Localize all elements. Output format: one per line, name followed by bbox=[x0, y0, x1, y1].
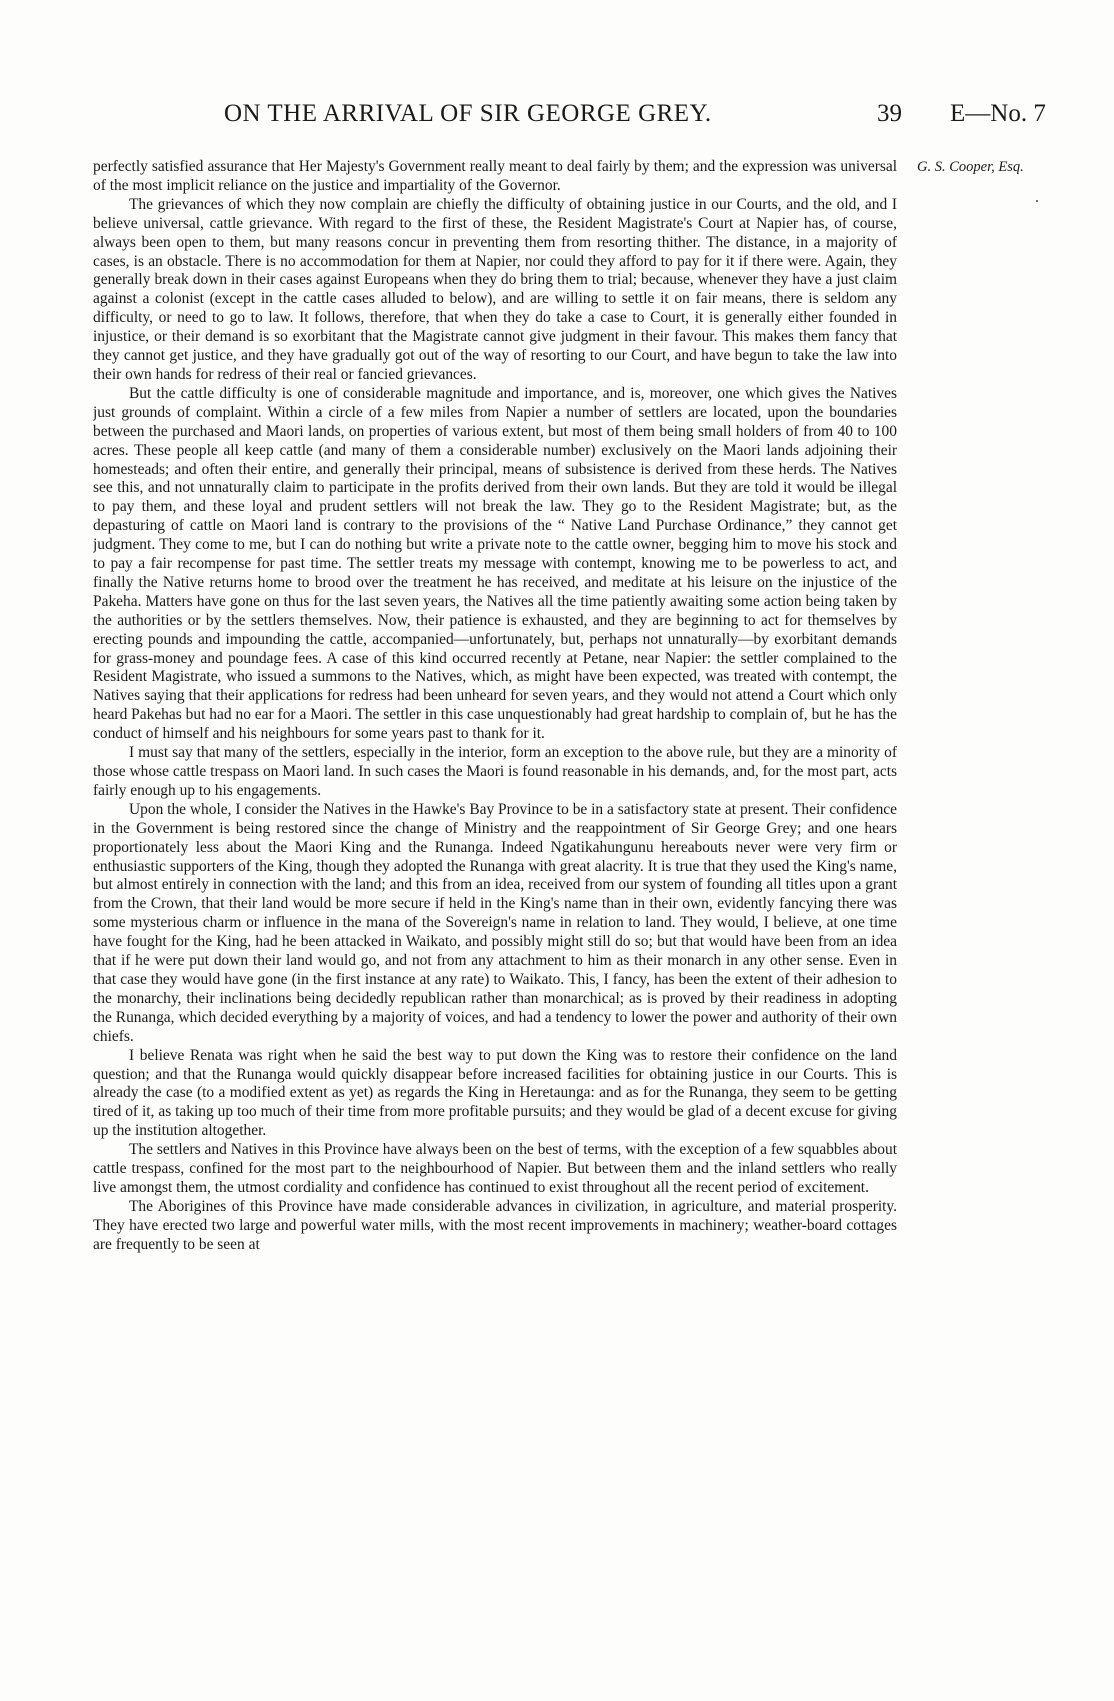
body-text bbox=[93, 158, 897, 1618]
paragraph: But the cattle difficulty is one of considerable magnitude and importance, and is, moreover, one which gives the Natives just grounds of complaint. Within a circle of a few miles from Napier a number of settlers are located, upon the boundaries between the purchased and Maori lands, on properties of various extent, but most of them being small holders of from 40 to 100 acres. These people all keep cattle (and many of them a considerable number) exclusively on the Maori lands adjoining their homesteads; and often their entire, and generally their principal, means of subsistence is derived from these herds. The Natives see this, and not unnaturally claim to participate in the profits derived from their own lands. But they are told it would be illegal to pay them, and these loyal and prudent settlers will not break the law. They go to the Resident Magistrate; but, as the depasturing of cattle on Maori land is contrary to the provisions of the “ Native Land Purchase Ordinance,” they cannot get judgment. They come to me, but I can do nothing but write a private note to the cattle owner, begging him to move his stock and to pay a fair recompense for past time. The settler treats my message with contempt, knowing me to be powerless to act, and finally the Native returns home to brood over the treatment he has received, and meditate at his leisure on the injustice of the Pakeha. Matters have gone on thus for the last seven years, the Natives all the time patiently awaiting some action being taken by the authorities or by the settlers themselves. Now, their patience is exhausted, and they are beginning to act for themselves by erecting pounds and impounding the cattle, accompanied—unfortunately, but, perhaps not unnaturally—by exorbitant demands for grass-money and poundage fees. A case of this kind occurred recently at Petane, near Napier: the settler complained to the Resident Magistrate, who issued a summons to the Natives, which, as might have been expected, was treated with contempt, the Natives saying that their applications for redress had been unheard for seven years, and they would not attend a Court which only heard Pakehas but had no ear for a Maori. The settler in this case unquestionably had great hardship to complain of, but he has the conduct of himself and his neighbours for some years past to thank for it. bbox=[93, 384, 897, 743]
running-title: ON THE ARRIVAL OF SIR GEORGE GREY. bbox=[224, 100, 712, 127]
paragraph: The settlers and Natives in this Province have always been on the best of terms, with the exception of a few squabbles about cattle trespass, confined for the most part to the neighbourhood of Napier. But between them and the inland settlers who really live amongst them, the utmost cordiality and confidence has continued to exist throughout all the recent period of excitement. bbox=[93, 1141, 897, 1196]
paragraph: Upon the whole, I consider the Natives in the Hawke's Bay Province to be in a satisfactory state at present. Their confidence in the Government is being restored since the change of Ministry and the reappointment of Sir George Grey; and one hears proportionately less about the Maori King and the Runanga. Indeed Ngatikahungunu hereabouts never were very firm or enthusiastic supporters of the King, though they adopted the Runanga with great alacrity. It is true that they used the King's name, but almost entirely in connection with the land; and this from an idea, received from our system of founding all titles upon a grant from the Crown, that their land would be more secure if held in the King's name than in their own, evidently fancying there was some mysterious charm or influence in the mana of the Sovereign's name in relation to land. They would, I believe, at one time have fought for the King, had he been attacked in Waikato, and possibly might still do so; but that would have been from an idea that if he were put down their land would go, and not from any attachment to him as their monarch in any other sense. Even in that case they would have gone (in the first instance at any rate) to Waikato. This, I fancy, has been the extent of their adhesion to the monarchy, their inclinations being decidedly republican rather than monarchical; as is proved by their readiness in adopting the Runanga, which decided everything by a majority of voices, and had a tendency to lower the power and authority of their own chiefs. bbox=[93, 800, 897, 1045]
margin-mark bbox=[1036, 200, 1038, 202]
paragraph: The Aborigines of this Province have made considerable advances in civilization, in agriculture, and material prosperity. They have erected two large and powerful water mills, with the most recent improvements in machinery; weather-board cottages are frequently to be seen at bbox=[93, 1197, 897, 1253]
paragraph: I believe Renata was right when he said the best way to put down the King was to restore their confidence on the land question; and that the Runanga would quickly disappear before increased facilities for obtaining justice in our Courts. This is already the case (to a modified extent as yet) as regards the King in Heretaunga: and as for the Runanga, they seem to be getting tired of it, as taking up too much of their time from more profitable pursuits; and they would be glad of a decent excuse for giving up the institution altogether. bbox=[93, 1046, 897, 1140]
margin-note-author: G. S. Cooper, Esq. bbox=[917, 159, 1024, 175]
paragraph: perfectly satisfied assurance that Her Majesty's Government really meant to deal fairly by them; and the expression was universal of the most implicit reliance on the justice and impartiality of the Governor. bbox=[93, 158, 897, 194]
paragraph: I must say that many of the settlers, especially in the interior, form an exception to the above rule, but they are a minority of those whose cattle trespass on Maori land. In such cases the Maori is found reasonable in his demands, and, for the most part, acts fairly enough up to his engagements. bbox=[93, 744, 897, 799]
paragraph: The grievances of which they now complain are chiefly the difficulty of obtaining justice in our Courts, and the old, and I believe universal, cattle grievance. With regard to the first of these, the Resident Magistrate's Court at Napier has, of course, always been open to them, but many reasons concur in preventing them from resorting thither. The distance, in a majority of cases, is an obstacle. There is no accommodation for them at Napier, nor could they afford to pay for it if there were. Again, they generally break down in their cases against Europeans when they do bring them to trial; because, whenever they have a just claim against a colonist (except in the cattle cases alluded to below), and are willing to settle it on fair means, there is seldom any difficulty, or need to go to law. It follows, therefore, that when they do take a case to Court, it is generally either founded in injustice, or their demand is so exorbitant that the Magistrate cannot give judgment in their favour. This makes them fancy that they cannot get justice, and they have gradually got out of the way of resorting to our Court, and have begun to take the law into their own hands for redress of their real or fancied grievances. bbox=[93, 195, 897, 383]
page-header bbox=[0, 100, 1114, 140]
document-reference: E—No. 7 bbox=[950, 100, 1046, 127]
page-number: 39 bbox=[877, 100, 902, 127]
